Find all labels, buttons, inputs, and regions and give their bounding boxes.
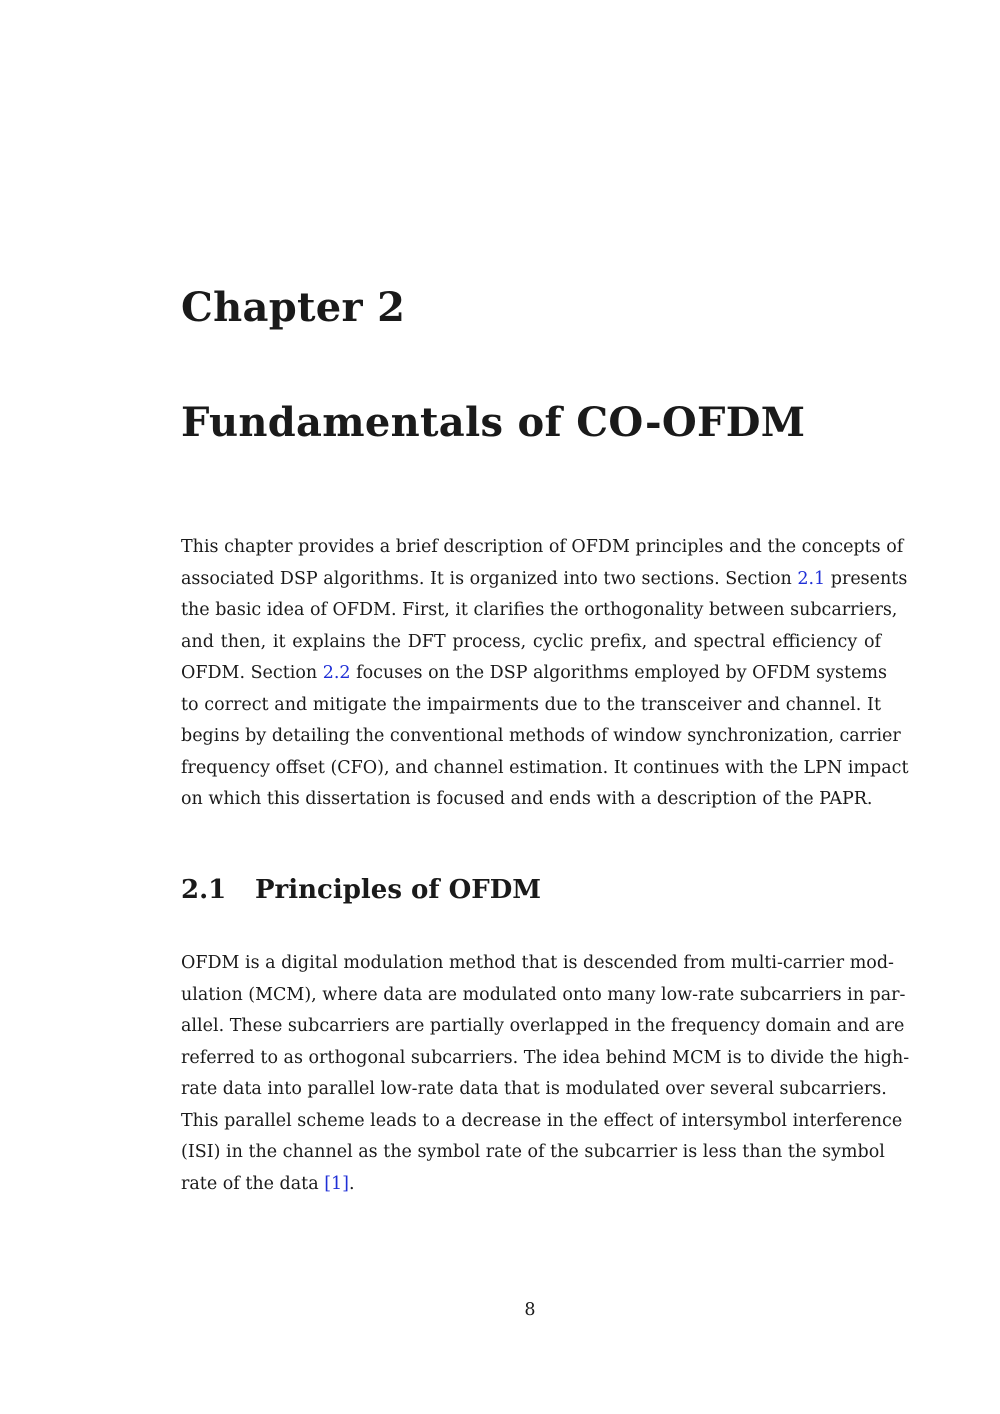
chapter-label: Chapter 2 xyxy=(181,284,406,331)
text-line: the basic idea of OFDM. First, it clarifies the orthogonality between subcarriers, xyxy=(181,600,898,620)
section-link-2-1[interactable]: 2.1 xyxy=(797,568,826,589)
section-number: 2.1 xyxy=(181,875,227,905)
text-line: begins by detailing the conventional methods of window synchronization, carrier xyxy=(181,726,901,746)
section-paragraph xyxy=(181,948,910,1200)
text-line: rate of the data [1]. xyxy=(181,1173,355,1194)
text-line: associated DSP algorithms. It is organized into two sections. Section 2.1 presents xyxy=(181,568,908,589)
text-line: rate data into parallel low-rate data that is modulated over several subcarriers. xyxy=(181,1079,887,1099)
text-line: OFDM is a digital modulation method that is descended from multi-carrier mod- xyxy=(181,953,894,973)
text-line: ulation (MCM), where data are modulated onto many low-rate subcarriers in par- xyxy=(181,984,906,1005)
citation-link-1[interactable]: [1] xyxy=(324,1173,350,1194)
text-line: frequency offset (CFO), and channel estimation. It continues with the LPN impact xyxy=(181,757,909,778)
text-line: to correct and mitigate the impairments due to the transceiver and channel. It xyxy=(181,694,881,715)
text-line: This parallel scheme leads to a decrease in the effect of intersymbol interference xyxy=(181,1110,903,1131)
section-title: Principles of OFDM xyxy=(255,875,542,905)
section-link-2-2[interactable]: 2.2 xyxy=(322,663,351,683)
text-line: This chapter provides a brief description of OFDM principles and the concepts of xyxy=(181,537,904,557)
text-line: allel. These subcarriers are partially overlapped in the frequency domain and are xyxy=(181,1016,905,1036)
text-line: (ISI) in the channel as the symbol rate of the subcarrier is less than the symbol xyxy=(181,1142,885,1162)
chapter-title: Fundamentals of CO-OFDM xyxy=(181,399,806,446)
text-line: and then, it explains the DFT process, cyclic prefix, and spectral efficiency of xyxy=(181,631,881,652)
section-heading xyxy=(181,872,541,908)
text-line: on which this dissertation is focused and ends with a description of the PAPR. xyxy=(181,789,873,809)
page-number: 8 xyxy=(524,1300,536,1320)
intro-paragraph xyxy=(181,532,909,816)
text-line: referred to as orthogonal subcarriers. The idea behind MCM is to divide the high- xyxy=(181,1047,910,1068)
text-line: OFDM. Section 2.2 focuses on the DSP algorithms employed by OFDM systems xyxy=(181,663,887,683)
